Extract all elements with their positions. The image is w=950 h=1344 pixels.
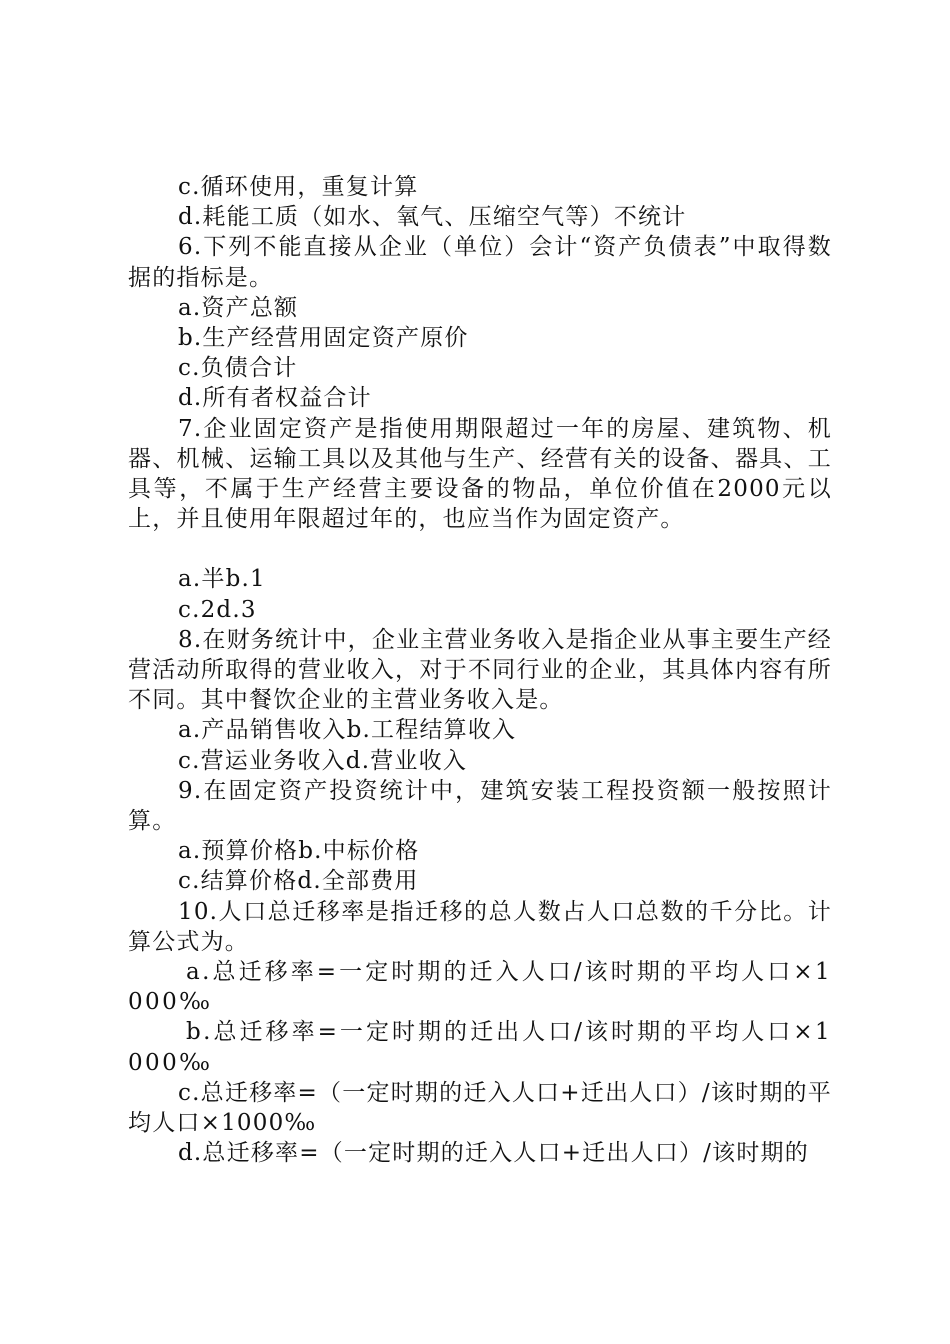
option-c-q6: c.负债合计 xyxy=(178,355,298,382)
options-cd-q9: c.结算价格d.全部费用 xyxy=(178,868,419,895)
question-9: 9.在固定资产投资统计中，建筑安装工程投资额一般按照计算。 xyxy=(128,777,832,835)
options-ab-q7: a.半b.1 xyxy=(178,566,266,593)
option-a-q6: a.资产总额 xyxy=(178,294,299,321)
option-a-q10: a.总迁移率=一定时期的迁入人口/该时期的平均人口×1000‰ xyxy=(128,959,832,1016)
option-b-q6: b.生产经营用固定资产原价 xyxy=(178,325,469,352)
option-d-q6: d.所有者权益合计 xyxy=(178,385,372,412)
option-b-q10: b.总迁移率=一定时期的迁出人口/该时期的平均人口×1000‰ xyxy=(128,1019,832,1076)
options-ab-q8: a.产品销售收入b.工程结算收入 xyxy=(178,717,517,744)
question-7: 7.企业固定资产是指使用期限超过一年的房屋、建筑物、机器、机械、运输工具以及其他与生产、经营有关的设备、器具、工具等，不属于生产经营主要设备的物品，单位价值在2000元以上，并且使用年限超过年的，也应当作为固定资产。 xyxy=(128,415,832,533)
blank-line xyxy=(128,534,832,564)
option-d-q10: d.总迁移率=（一定时期的迁入人口+迁出人口）/该时期的 xyxy=(178,1140,809,1167)
options-ab-q9: a.预算价格b.中标价格 xyxy=(178,838,420,865)
question-10: 10.人口总迁移率是指迁移的总人数占人口总数的千分比。计算公式为。 xyxy=(128,898,832,955)
question-6: 6.下列不能直接从企业（单位）会计“资产负债表”中取得数据的指标是。 xyxy=(128,234,832,291)
question-8: 8.在财务统计中，企业主营业务收入是指企业从事主要生产经营活动所取得的营业收入，对于不同行业的企业，其具体内容有所不同。其中餐饮企业的主营业务收入是。 xyxy=(128,626,832,714)
option-d-q5: d.耗能工质（如水、氧气、压缩空气等）不统计 xyxy=(178,204,687,231)
document-page xyxy=(128,172,832,1169)
options-cd-q7: c.2d.3 xyxy=(178,596,257,623)
option-c-q5: c.循环使用，重复计算 xyxy=(178,174,419,200)
option-c-q10: c.总迁移率=（一定时期的迁入人口+迁出人口）/该时期的平均人口×1000‰ xyxy=(128,1079,832,1137)
options-cd-q8: c.营运业务收入d.营业收入 xyxy=(178,747,468,774)
